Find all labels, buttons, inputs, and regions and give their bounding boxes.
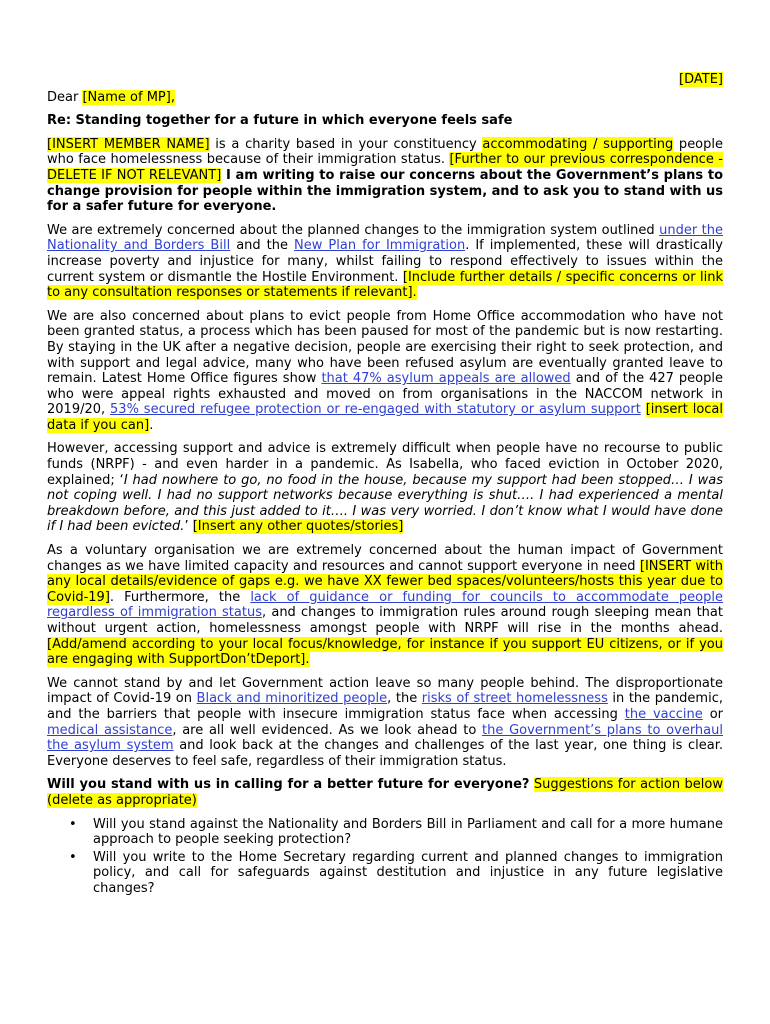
list-item: • Will you write to the Home Secretary regarding current and planned changes to immigration policy, and call for safeguards against destitution and injustice in any future legislative changes? <box>93 850 723 897</box>
link-medical-assistance[interactable]: medical assistance <box>47 722 173 738</box>
p2-text-3: . If implemented, these will drastically increase poverty and injustice for many, whilst failing to respond effectively to issues within the current system or dismantle the Hostile Environment. <box>47 238 723 285</box>
p6-text-1: We cannot stand by and let Government action leave so many people behind. The disproportionate impact of Covid-19 on <box>47 675 723 707</box>
p1-highlight-2: [Further to our previous correspondence - DELETE IF NOT RELEVANT] <box>47 152 724 183</box>
member-name-placeholder: [INSERT MEMBER NAME] <box>47 136 210 152</box>
mp-name-placeholder: [Name of MP], <box>82 89 175 105</box>
link-new-plan-immigration[interactable]: New Plan for Immigration <box>294 238 466 254</box>
link-vaccine[interactable]: the vaccine <box>624 706 703 722</box>
link-refugee-protection[interactable]: 53% secured refugee protection or re-engaged with statutory or asylum support <box>110 402 641 418</box>
paragraph-cannot-stand-by <box>47 676 723 770</box>
link-lack-of-guidance[interactable]: lack of guidance or funding for councils to accommodate people regardless of immigration status <box>47 589 723 621</box>
p1-text-2: people who face homelessness because of their immigration status. <box>47 136 724 168</box>
p5-highlight-1: [INSERT with any local details/evidence of gaps e.g. we have XX fewer bed spaces/volunteers/hosts this year due to Covid-19] <box>47 558 723 605</box>
paragraph-voluntary-org <box>47 543 723 668</box>
p6-text-6: and look back at the changes and challenges of the last year, one thing is clear. Everyone deserves to feel safe, regardless of their immigration status. <box>47 738 723 769</box>
paragraph-support-access <box>47 441 723 535</box>
p2-highlight: [Include further details / specific concerns or link to any consultation responses or statements if relevant]. <box>47 269 723 301</box>
p6-text-4: or <box>702 706 723 722</box>
p4-text-1: However, accessing support and advice is extremely difficult when people have no recourse to public funds (NRPF) - and even harder in a pandemic. As Isabella, who faced eviction in October 2020, explained; ‘ <box>47 441 723 488</box>
p3-text-4: . <box>149 417 154 433</box>
p6-text-5: , are all well evidenced. As we look ahead to <box>172 722 483 738</box>
link-asylum-overhaul[interactable]: the Government’s plans to overhaul the asylum system <box>47 722 723 754</box>
p4-highlight: [Insert any other quotes/stories] <box>192 519 404 535</box>
paragraph-call-to-action <box>47 777 723 808</box>
link-nationality-borders-bill[interactable]: under the Nationality and Borders Bill <box>47 222 723 254</box>
p2-text-1: We are extremely concerned about the planned changes to the immigration system outlined <box>47 222 660 238</box>
p7-bold-question: Will you stand with us in calling for a better future for everyone? <box>47 777 530 793</box>
p1-highlight-1: accommodating / supporting <box>482 136 674 152</box>
p2-text-2: and the <box>230 238 295 254</box>
link-black-minoritized[interactable]: Black and minoritized people <box>196 691 388 707</box>
p6-text-2: , the <box>387 691 422 707</box>
link-asylum-appeals[interactable]: that 47% asylum appeals are allowed <box>321 371 571 387</box>
p5-text-3: , and changes to immigration rules around rough sleeping mean that without urgent action, homelessness amongst people with NRPF will rise in the months ahead. <box>47 605 723 636</box>
link-street-homelessness[interactable]: risks of street homelessness <box>421 691 608 707</box>
p4-text-2: ’ <box>184 519 193 535</box>
p3-text-2: and of the 427 people who were appeal rights exhausted and moved on from organisations in the NACCOM network in 2019/20, <box>47 371 723 418</box>
salutation <box>47 90 723 106</box>
p4-quote: I had nowhere to go, no food in the house, because my support had been stopped… I was not coping well. I had no support networks because everything is shut…. I had experienced a mental breakdown before, and this just added to it…. I was very worried. I don’t know what I would have done if I had been evicted. <box>47 472 723 535</box>
asks-list <box>47 817 723 897</box>
p7-highlight: Suggestions for action below (delete as appropriate) <box>47 777 723 808</box>
p5-highlight-2: [Add/amend according to your local focus/knowledge, for instance if you support EU citizens, or if you are engaging with SupportDon’tDeport]. <box>47 636 723 668</box>
p5-text-2: . Furthermore, the <box>109 589 251 605</box>
letter-page <box>47 72 723 899</box>
paragraph-concerns <box>47 223 723 301</box>
salutation-dear: Dear <box>47 89 79 105</box>
p3-highlight: [insert local data if you can] <box>47 402 724 433</box>
subject-line: Re: Standing together for a future in which everyone feels safe <box>47 113 513 129</box>
paragraph-evictions <box>47 309 723 434</box>
p1-text-1: is a charity based in your constituency <box>209 136 483 152</box>
p6-text-3: in the pandemic, and the barriers that people with insecure immigration status face when accessing <box>47 691 723 722</box>
p1-bold-statement: I am writing to raise our concerns about the Government’s plans to change provision for people within the immigration system, and to ask you to stand with us for a safer future for everyone. <box>47 167 723 215</box>
p3-text-3 <box>641 402 646 417</box>
p5-text-1: As a voluntary organisation we are extremely concerned about the human impact of Government changes as we have limited capacity and resources and cannot support everyone in need <box>47 543 723 574</box>
p3-text-1: We are also concerned about plans to evict people from Home Office accommodation who have not been granted status, a process which has been paused for most of the pandemic but is now restarting. By staying in the UK after a negative decision, people are exercising their right to seek protection, and with support and legal advice, many who have been refused asylum are eventually granted leave to remain. Latest Home Office figures show <box>47 308 723 387</box>
date-placeholder: [DATE] <box>679 72 723 87</box>
paragraph-intro <box>47 137 723 215</box>
date-line <box>47 72 723 88</box>
list-item: • Will you stand against the Nationality and Borders Bill in Parliament and call for a more humane approach to people seeking protection? <box>93 817 723 848</box>
